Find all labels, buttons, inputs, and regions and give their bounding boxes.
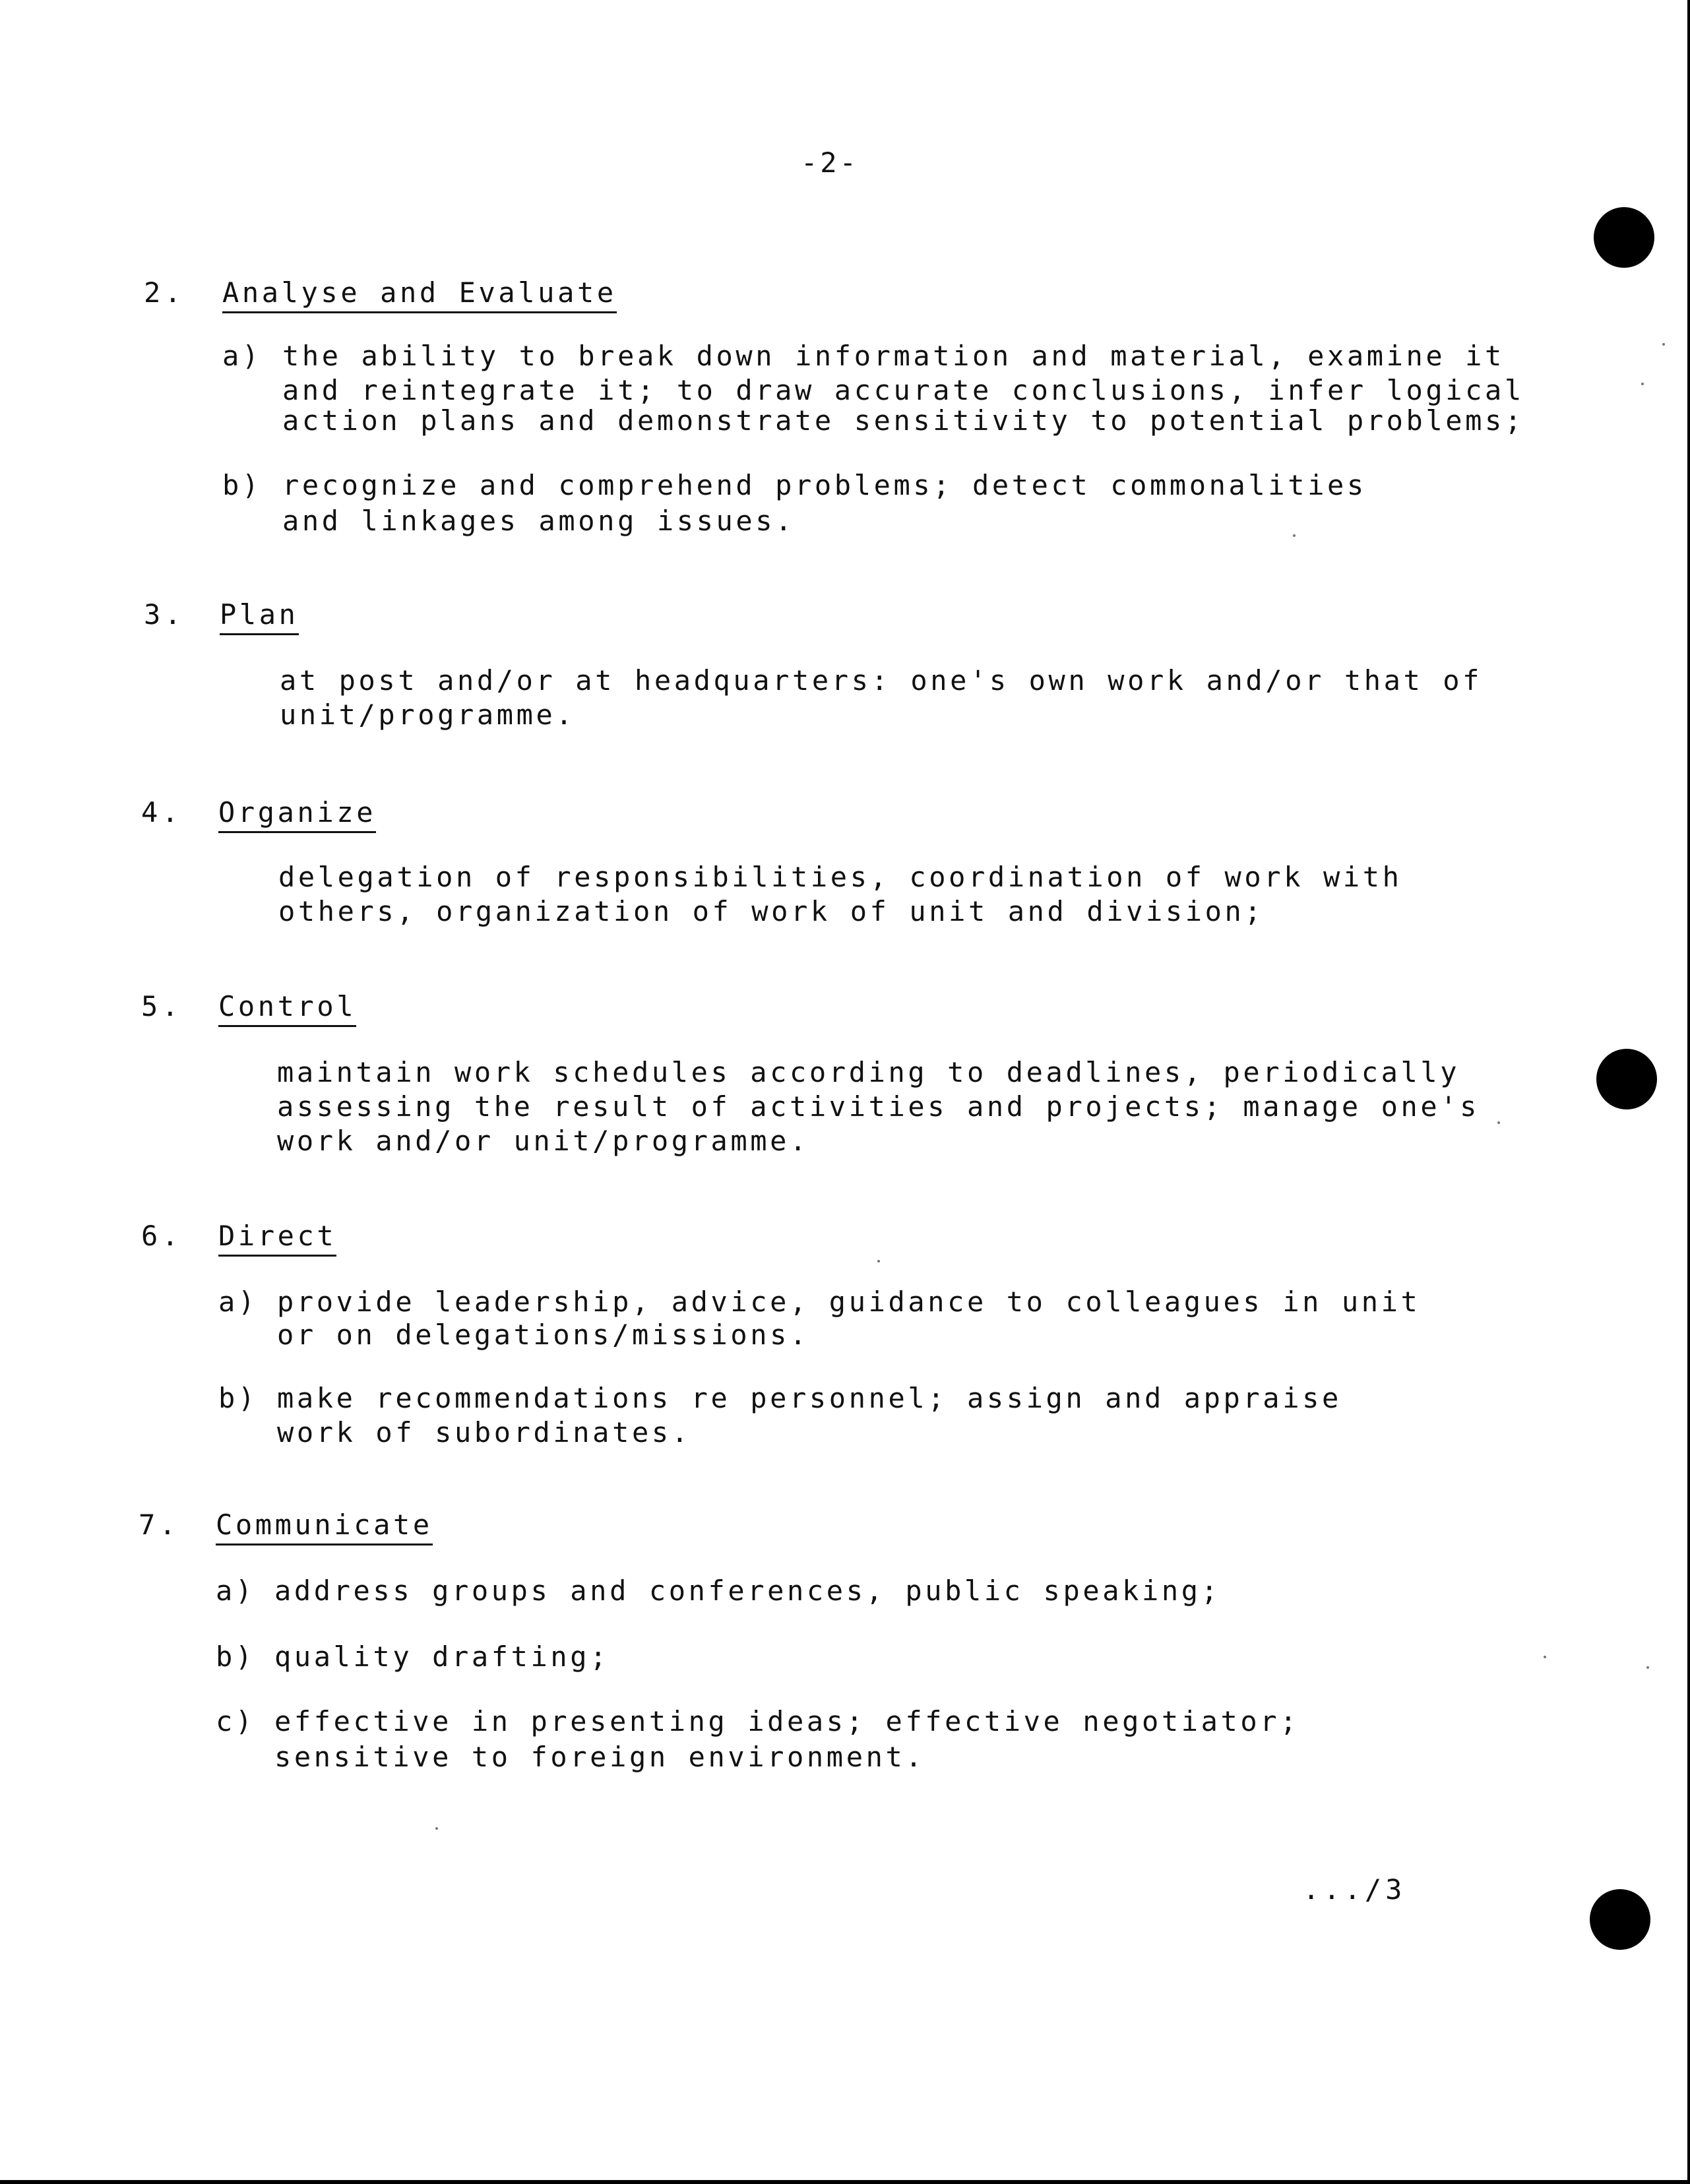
- item-line: delegation of responsibilities, coordination of work with: [278, 861, 1402, 893]
- scan-speck: [1497, 1121, 1500, 1124]
- item-line: and reintegrate it; to draw accurate conclusions, infer logical: [282, 374, 1524, 406]
- item-line: address groups and conferences, public speaking;: [274, 1575, 1221, 1607]
- item-line: quality drafting;: [274, 1640, 610, 1673]
- item-line: provide leadership, advice, guidance to colleagues in unit: [277, 1286, 1421, 1318]
- section-number: 4.: [141, 796, 183, 828]
- scan-border-right: [1687, 0, 1690, 2184]
- scan-speck: [1293, 534, 1296, 537]
- item-line: assessing the result of activities and projects; manage one's: [277, 1090, 1480, 1123]
- item-line: recognize and comprehend problems; detect commonalities: [282, 469, 1367, 501]
- section-heading: Control: [218, 989, 356, 1027]
- section-heading: Organize: [218, 796, 376, 833]
- scan-speck: [435, 1827, 438, 1830]
- section-heading: Direct: [218, 1219, 336, 1257]
- item-line: or on delegations/missions.: [277, 1319, 809, 1351]
- item-line: others, organization of work of unit and division;: [278, 895, 1265, 927]
- item-line: work of subordinates.: [277, 1416, 691, 1449]
- scan-border-bottom: [0, 2180, 1690, 2184]
- section-number: 2.: [144, 276, 185, 309]
- item-line: unit/programme.: [280, 699, 576, 731]
- section-heading: Analyse and Evaluate: [222, 276, 617, 313]
- section-number: 6.: [141, 1220, 183, 1252]
- page-number: -2-: [801, 146, 859, 179]
- section-number: 7.: [139, 1509, 180, 1541]
- item-line: and linkages among issues.: [282, 505, 796, 537]
- scan-speck: [877, 1260, 880, 1263]
- item-line: effective in presenting ideas; effective negotiator;: [274, 1705, 1300, 1737]
- item-marker: a): [216, 1575, 255, 1607]
- scan-speck: [1646, 1666, 1649, 1669]
- item-marker: a): [218, 1286, 258, 1318]
- punch-hole: [1590, 1889, 1650, 1950]
- punch-hole: [1596, 1049, 1657, 1109]
- item-marker: a): [222, 340, 262, 372]
- scan-speck: [1544, 1656, 1546, 1658]
- section-number: 3.: [144, 598, 185, 631]
- item-marker: b): [216, 1640, 255, 1673]
- item-line: maintain work schedules according to deadlines, periodically: [277, 1056, 1460, 1088]
- item-line: make recommendations re personnel; assign and appraise: [277, 1382, 1342, 1414]
- section-number: 5.: [141, 990, 183, 1022]
- scan-speck: [1641, 383, 1644, 385]
- continuation-marker: .../3: [1303, 1873, 1406, 1906]
- section-heading: Communicate: [216, 1508, 433, 1545]
- item-line: at post and/or at headquarters: one's own work and/or that of: [280, 664, 1483, 697]
- item-marker: b): [218, 1382, 258, 1414]
- section-heading: Plan: [220, 598, 299, 635]
- scan-speck: [1662, 343, 1665, 346]
- punch-hole: [1594, 207, 1654, 268]
- item-line: action plans and demonstrate sensitivity to potential problems;: [282, 404, 1524, 437]
- item-line: work and/or unit/programme.: [277, 1125, 809, 1157]
- item-line: the ability to break down information and material, examine it: [282, 340, 1505, 372]
- item-marker: b): [222, 469, 262, 501]
- item-line: sensitive to foreign environment.: [274, 1741, 925, 1773]
- item-marker: c): [216, 1705, 255, 1737]
